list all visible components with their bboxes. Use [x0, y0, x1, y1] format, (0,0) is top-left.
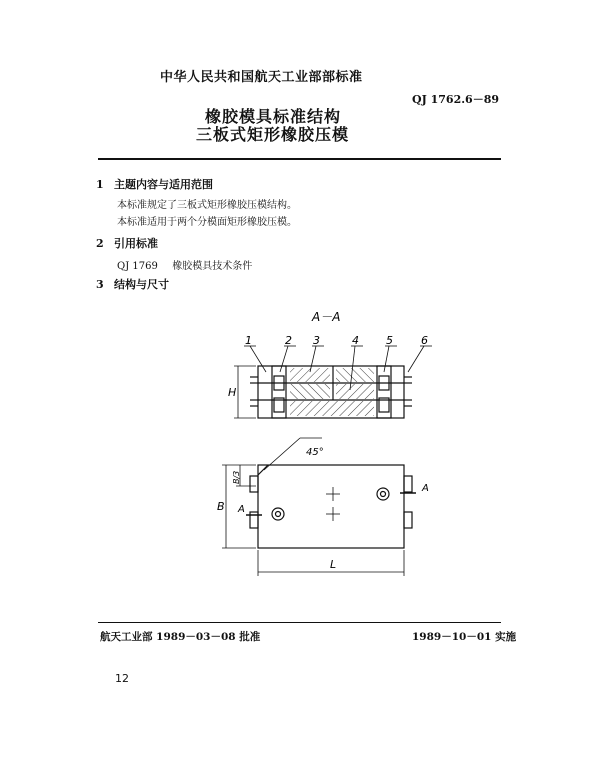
guide-hole [272, 508, 284, 520]
implementation-date: 1989－10－01 实施 [412, 631, 517, 643]
width-dim-label: B [217, 500, 225, 513]
document-title-line2: 三板式矩形橡胶压模 [196, 125, 350, 144]
hatch-area [290, 368, 330, 382]
footer-rule [98, 622, 501, 623]
part-label-3: 3 [313, 334, 320, 347]
section-number: 3 [96, 278, 104, 291]
section-view-label: A－A [312, 310, 341, 324]
reference-title: 橡胶模具技术条件 [172, 261, 253, 272]
section-view [234, 366, 412, 418]
chamfer-corner [258, 465, 268, 475]
hatch-area [290, 384, 330, 399]
section-1-paragraph-2: 本标准适用于两个分模面矩形橡胶压模。 [117, 217, 297, 228]
pry-slot-plan [404, 476, 412, 492]
pry-slot-plan [404, 512, 412, 528]
guide-hole-inner [381, 492, 386, 497]
approval-date: 航天工业部 1989－03－08 批准 [100, 631, 261, 643]
hatch-area [336, 368, 374, 382]
plan-outline [258, 465, 404, 548]
section-number: 2 [96, 237, 104, 250]
leader-6 [408, 346, 424, 372]
page-number: 12 [115, 672, 129, 685]
offset-dim-label: B/3 [232, 470, 241, 484]
guide-hole-inner [276, 512, 281, 517]
cut-marker-right: A [422, 483, 429, 494]
cut-marker-left: A [238, 504, 245, 515]
plan-view [222, 438, 416, 576]
section-heading-text: 主题内容与适用范围 [114, 178, 213, 191]
issuing-organization: 中华人民共和国航天工业部部标准 [160, 70, 363, 85]
section-number: 1 [96, 178, 104, 191]
document-title-line1: 橡胶模具标准结构 [205, 107, 342, 126]
standard-code: QJ 1762.6－89 [412, 93, 500, 106]
part-label-1: 1 [245, 334, 252, 347]
hatch-area [336, 384, 374, 399]
section-heading-text: 结构与尺寸 [114, 278, 169, 291]
part-label-4: 4 [352, 334, 359, 347]
pry-slot-plan [250, 476, 258, 492]
part-label-2: 2 [285, 334, 292, 347]
length-dim-label: L [330, 558, 337, 571]
leader-5 [384, 346, 389, 372]
section-1-paragraph-1: 本标准规定了三板式矩形橡胶压模结构。 [117, 200, 297, 211]
part-label-5: 5 [386, 334, 393, 347]
angle-label: 45° [306, 447, 324, 458]
hatch-area [290, 401, 374, 416]
height-dim-label: H [228, 386, 237, 399]
reference-code: QJ 1769 [117, 261, 158, 272]
section-heading-text: 引用标准 [114, 237, 158, 250]
part-label-6: 6 [421, 334, 428, 347]
guide-hole [377, 488, 389, 500]
leader-2 [280, 346, 288, 372]
